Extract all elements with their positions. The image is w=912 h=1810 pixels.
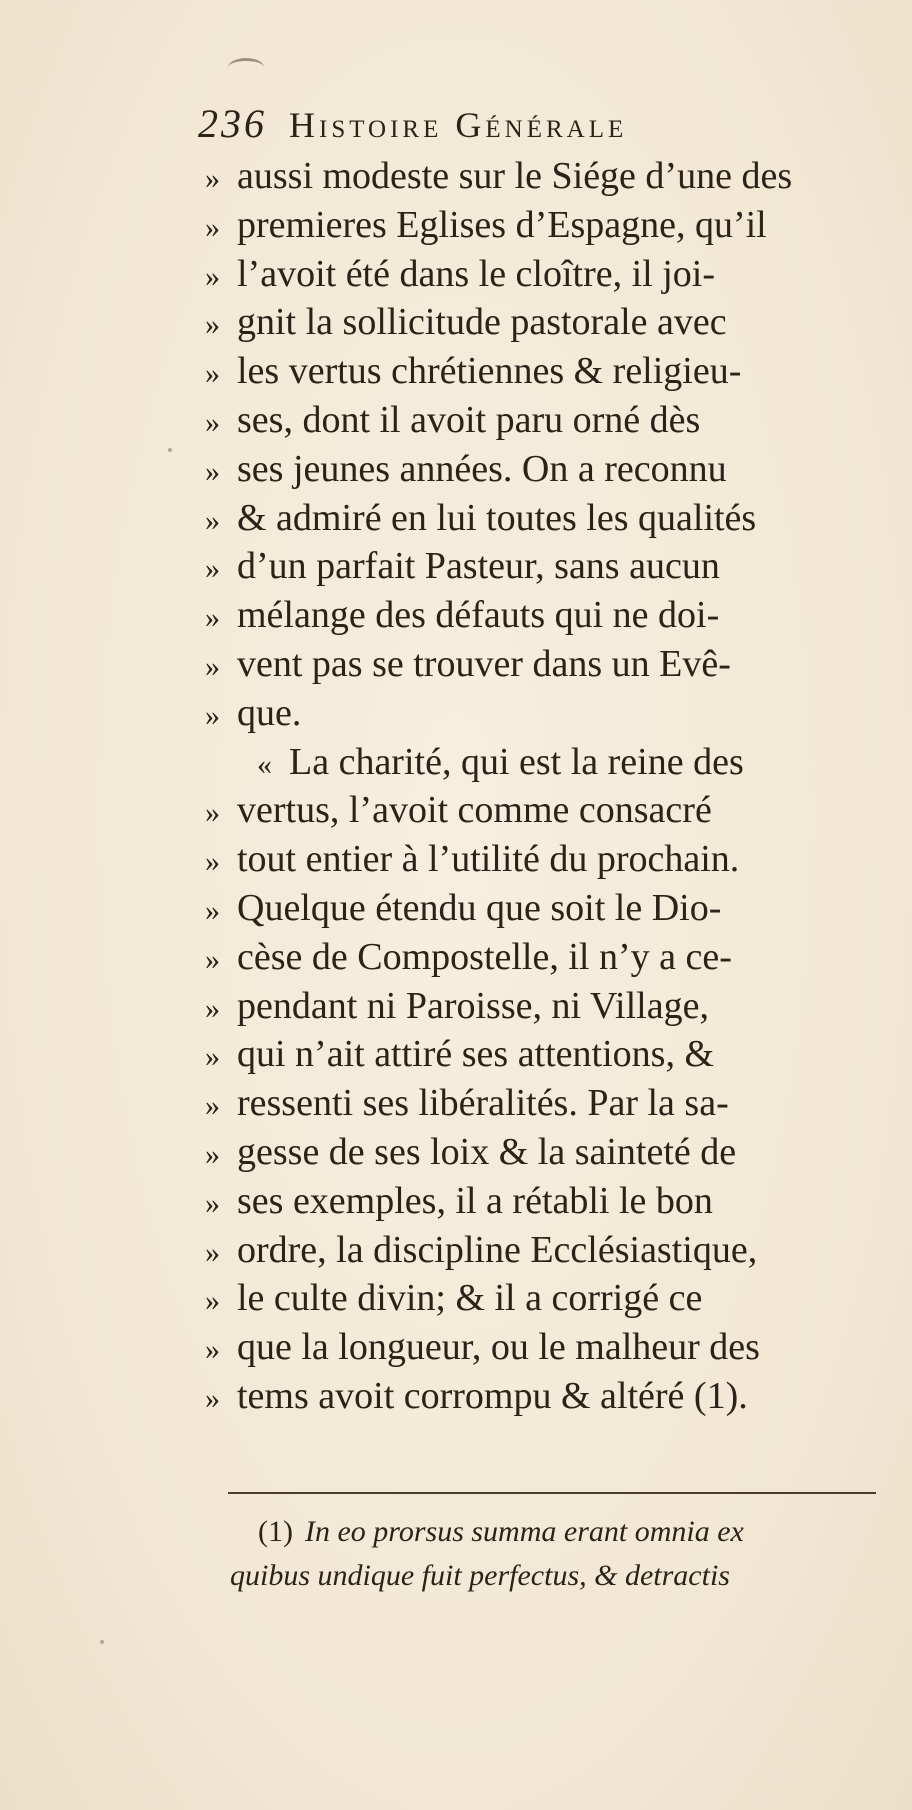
line-text: qui n’ait attiré ses attentions, & bbox=[237, 1033, 715, 1076]
line-text: les vertus chrétiennes & religieu- bbox=[237, 350, 742, 393]
quote-mark: » bbox=[205, 649, 220, 683]
quote-mark: » bbox=[205, 210, 220, 244]
text-line bbox=[205, 640, 875, 689]
text-line bbox=[205, 1128, 875, 1177]
line-text: mélange des défauts qui ne doi- bbox=[237, 594, 720, 637]
text-line bbox=[205, 884, 875, 933]
text-line bbox=[205, 1177, 875, 1226]
quote-mark: » bbox=[205, 1381, 220, 1415]
quote-mark: » bbox=[205, 1040, 220, 1074]
text-line bbox=[205, 494, 875, 543]
line-text: le culte divin; & il a corrigé ce bbox=[237, 1277, 703, 1320]
line-text: aussi modeste sur le Siége d’une des bbox=[237, 155, 793, 197]
footnote-rule bbox=[228, 1492, 876, 1494]
line-text: ses exemples, il a rétabli le bon bbox=[237, 1179, 713, 1222]
line-text: premieres Eglises d’Espagne, qu’il bbox=[237, 203, 767, 246]
quote-mark: » bbox=[205, 552, 220, 586]
running-head bbox=[198, 100, 838, 150]
quote-mark: » bbox=[205, 1333, 220, 1367]
line-text: vent pas se trouver dans un Evê- bbox=[237, 642, 731, 685]
quote-mark: « bbox=[257, 747, 272, 781]
footnote bbox=[230, 1510, 878, 1598]
line-text: que. bbox=[237, 691, 302, 734]
line-text: cèse de Compostelle, il n’y a ce- bbox=[237, 935, 732, 978]
body-text bbox=[205, 152, 875, 1421]
line-text: gnit la sollicitude pastorale avec bbox=[237, 301, 727, 344]
quote-mark: » bbox=[205, 1284, 220, 1318]
line-text: ses, dont il avoit paru orné dès bbox=[237, 398, 701, 441]
quote-mark: » bbox=[205, 1235, 220, 1269]
line-text: pendant ni Paroisse, ni Village, bbox=[237, 984, 709, 1027]
text-line bbox=[205, 542, 875, 591]
text-line bbox=[205, 396, 875, 445]
quote-mark: » bbox=[205, 405, 220, 439]
text-line bbox=[205, 1372, 875, 1421]
line-text: tout entier à l’utilité du prochain. bbox=[237, 838, 740, 881]
text-line bbox=[205, 738, 875, 787]
quote-mark: » bbox=[205, 357, 220, 391]
text-line bbox=[205, 445, 875, 494]
text-line bbox=[205, 298, 875, 347]
line-text: tems avoit corrompu & altéré (1). bbox=[237, 1374, 748, 1417]
footnote-line bbox=[230, 1554, 878, 1598]
line-text: ses jeunes années. On a reconnu bbox=[237, 447, 727, 490]
paper-speck bbox=[100, 1640, 104, 1644]
text-line bbox=[205, 1079, 875, 1128]
quote-mark: » bbox=[205, 698, 220, 732]
quote-mark: » bbox=[205, 1089, 220, 1123]
text-line bbox=[205, 1323, 875, 1372]
line-text: ressenti ses libéralités. Par la sa- bbox=[237, 1082, 729, 1125]
quote-mark: » bbox=[205, 503, 220, 537]
text-line bbox=[205, 347, 875, 396]
text-line bbox=[205, 933, 875, 982]
text-line bbox=[205, 1274, 875, 1323]
quote-mark: » bbox=[205, 796, 220, 830]
line-text: que la longueur, ou le malheur des bbox=[237, 1326, 760, 1369]
text-line bbox=[205, 591, 875, 640]
running-title: Histoire Générale bbox=[289, 105, 628, 145]
quote-mark: » bbox=[205, 259, 220, 293]
line-text: gesse de ses loix & la sainteté de bbox=[237, 1130, 737, 1173]
text-line bbox=[205, 250, 875, 299]
text-line bbox=[205, 152, 875, 201]
quote-mark: » bbox=[205, 1186, 220, 1220]
line-text: La charité, qui est la reine des bbox=[289, 740, 744, 783]
quote-mark: » bbox=[205, 991, 220, 1025]
line-text: vertus, l’avoit comme consacré bbox=[237, 789, 712, 832]
text-line bbox=[205, 786, 875, 835]
footnote-line bbox=[258, 1510, 878, 1554]
line-text: l’avoit été dans le cloître, il joi- bbox=[237, 252, 716, 295]
line-text: d’un parfait Pasteur, sans aucun bbox=[237, 545, 720, 588]
line-text: & admiré en lui toutes les qualités bbox=[237, 496, 757, 539]
quote-mark: » bbox=[205, 942, 220, 976]
quote-mark: » bbox=[205, 601, 220, 635]
quote-mark: » bbox=[205, 454, 220, 488]
footnote-text: quibus undique fuit perfectus, & detractis bbox=[230, 1559, 730, 1592]
text-line bbox=[205, 689, 875, 738]
footnote-text: In eo prorsus summa erant omnia ex bbox=[304, 1515, 744, 1548]
quote-mark: » bbox=[205, 308, 220, 342]
page-number: 236 bbox=[198, 101, 267, 146]
footnote-number: (1) bbox=[258, 1515, 293, 1548]
text-line bbox=[205, 1226, 875, 1275]
paper-speck bbox=[168, 448, 172, 452]
ink-mark bbox=[228, 58, 264, 77]
line-text: Quelque étendu que soit le Dio- bbox=[237, 886, 722, 929]
text-line bbox=[205, 835, 875, 884]
quote-mark: » bbox=[205, 893, 220, 927]
line-text: ordre, la discipline Ecclésiastique, bbox=[237, 1228, 758, 1271]
text-line bbox=[205, 982, 875, 1031]
quote-mark: » bbox=[205, 162, 220, 195]
text-line bbox=[205, 201, 875, 250]
text-line bbox=[205, 1030, 875, 1079]
quote-mark: » bbox=[205, 845, 220, 879]
quote-mark: » bbox=[205, 1137, 220, 1171]
